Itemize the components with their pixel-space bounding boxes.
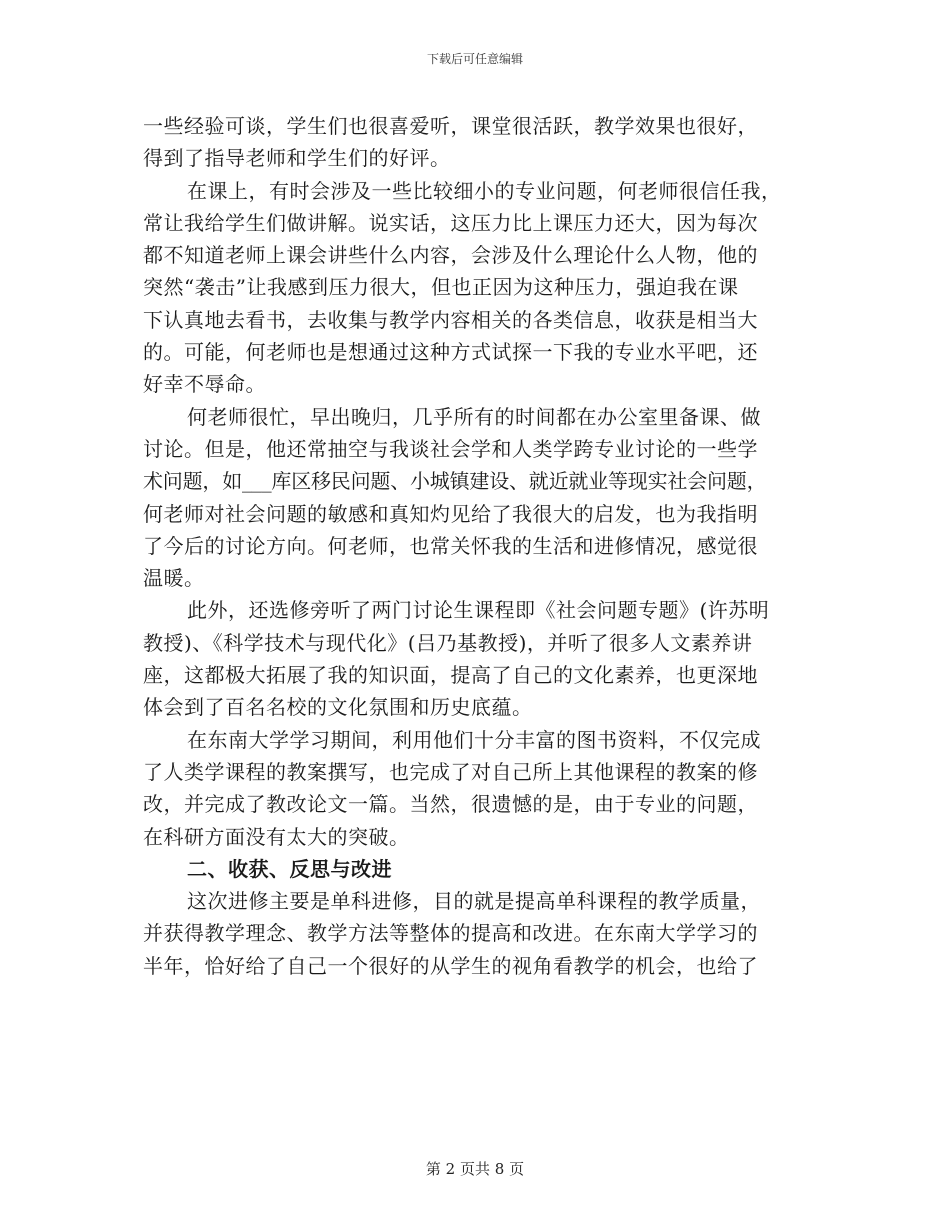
paragraph-line: 的。可能，何老师也是想通过这种方式试探一下我的专业水平吧，还 (143, 340, 758, 365)
paragraph-line: 体会到了百名名校的文化氛围和历史底蕴。 (143, 695, 533, 720)
paragraph-line: 在东南大学学习期间，利用他们十分丰富的图书资料，不仅完成 (187, 727, 761, 752)
paragraph-line: 常让我给学生们做讲解。说实话，这压力比上课压力还大，因为每次 (143, 210, 758, 235)
paragraph-line: 突然“袭击”让我感到压力很大，但也正因为这种压力，强迫我在课 (143, 275, 739, 300)
paragraph-line: 在科研方面没有太大的突破。 (143, 824, 410, 849)
paragraph-line: 了人类学课程的教案撰写，也完成了对自己所上其他课程的教案的修 (143, 759, 758, 784)
paragraph-line: 教授)、《科学技术与现代化》(吕乃基教授)，并听了很多人文素养讲 (143, 630, 753, 655)
paragraph-line: 一些经验可谈，学生们也很喜爱听，课堂很活跃，教学效果也很好， (143, 114, 758, 138)
page-header: 下载后可任意编辑 (426, 52, 523, 66)
paragraph-line: 改，并完成了教改论文一篇。当然，很遗憾的是，由于专业的问题， (143, 792, 758, 817)
paragraph-line: 下认真地去看书，去收集与教学内容相关的各类信息，收获是相当大 (143, 307, 758, 332)
paragraph-line: 半年，恰好给了自己一个很好的从学生的视角看教学的机会，也给了 (143, 953, 758, 978)
page-footer: 第 2 页共 8 页 (425, 1160, 525, 1178)
paragraph-line: 何老师很忙，早出晚归，几乎所有的时间都在办公室里备课、做 (187, 404, 761, 429)
paragraph-line: 这次进修主要是单科进修，目的就是提高单科课程的教学质量， (187, 889, 761, 914)
section-heading: 二、收获、反思与改进 (187, 856, 392, 881)
paragraph-line: 讨论。但是，他还常抽空与我谈社会学和人类学跨专业讨论的一些学 (143, 436, 758, 461)
paragraph-line: 何老师对社会问题的敏感和真知灼见给了我很大的启发，也为我指明 (143, 501, 758, 526)
paragraph-line: 并获得教学理念、教学方法等整体的提高和改进。在东南大学学习的 (143, 921, 758, 946)
paragraph-line: 了今后的讨论方向。何老师，也常关怀我的生活和进修情况，感觉很 (143, 533, 758, 558)
paragraph-line: 温暖。 (143, 566, 205, 591)
document-body (143, 110, 813, 982)
paragraph-line: 在课上，有时会涉及一些比较细小的专业问题，何老师很信任我， (187, 178, 782, 203)
paragraph-line: 好幸不辱命。 (143, 372, 266, 397)
paragraph-line: 此外，还选修旁听了两门讨论生课程即《社会问题专题》(许苏明 (187, 598, 770, 623)
paragraph-line: 都不知道老师上课会讲些什么内容，会涉及什么理论什么人物，他的 (143, 243, 758, 268)
paragraph-line: 术问题，如___库区移民问题、小城镇建设、就近就业等现实社会问题， (143, 469, 767, 494)
paragraph-line: 得到了指导老师和学生们的好评。 (143, 146, 451, 171)
paragraph-line: 座，这都极大拓展了我的知识面，提高了自己的文化素养，也更深地 (143, 663, 758, 688)
